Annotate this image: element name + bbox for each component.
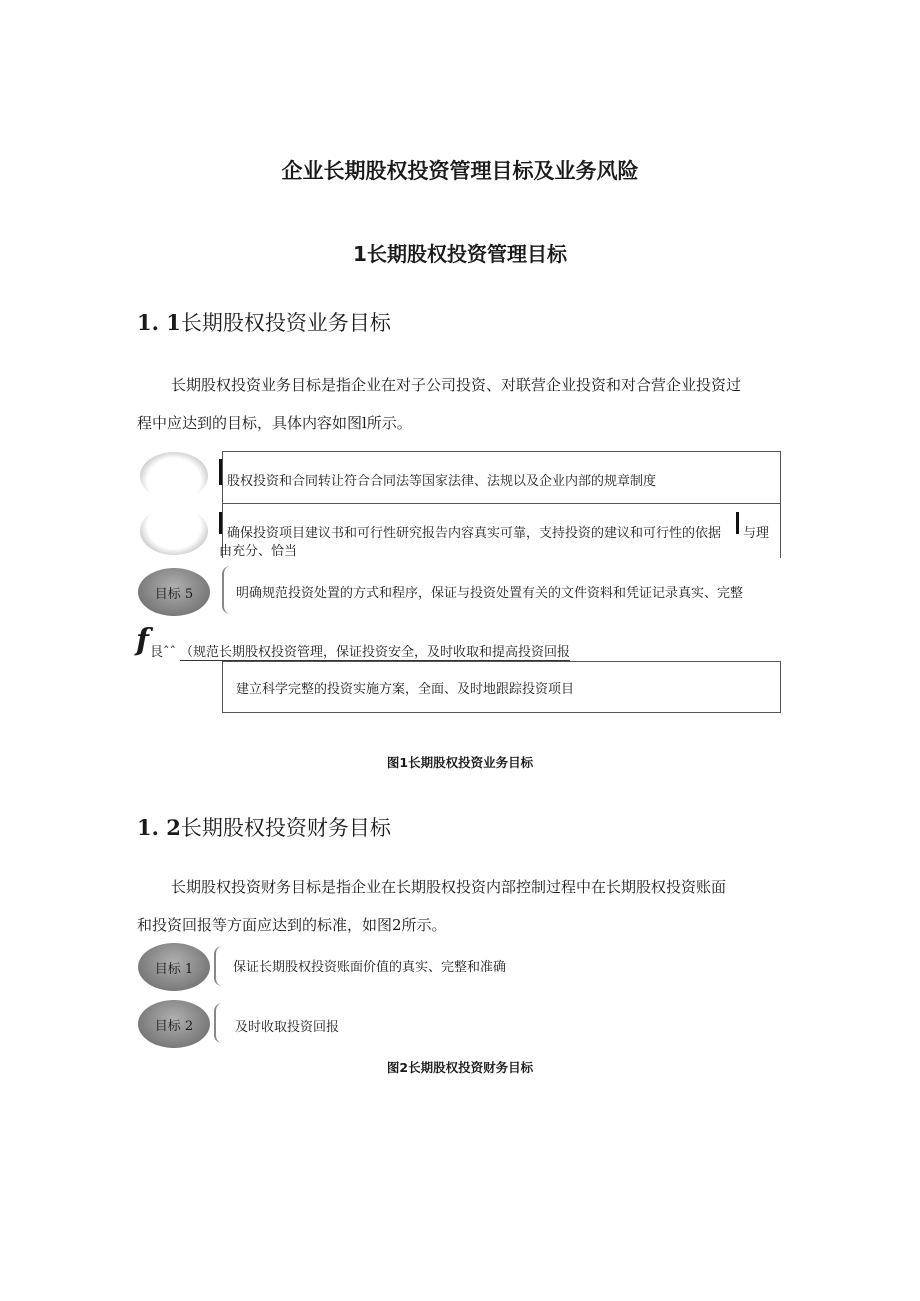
paragraph-1 (137, 366, 777, 442)
goal-label: 目标 5 (154, 586, 194, 602)
paragraph-2 (137, 868, 777, 944)
goal-text: 及时收取投资回报 (235, 1020, 340, 1035)
paragraph-text: 长期股权投资业务目标是指企业在对子公司投资、对联营企业投资和对合营企业投资过 (171, 376, 742, 394)
goal-text: 保证长期股权投资账面价值的真实、完整和准确 (233, 960, 507, 975)
text-cursor-mark (736, 512, 739, 534)
goal-text-2: 确保投资项目建议书和可行性研究报告内容真实可靠，支持投资的建议和可行性的依据 (227, 526, 722, 541)
section-label: 长期股权投资业务目标 (180, 311, 391, 335)
bracket (214, 946, 222, 986)
paragraph-line (137, 868, 777, 906)
goal-text-4: 建立科学完整的投资实施方案，全面、及时地跟踪投资项目 (236, 682, 575, 697)
figure-1-caption: 图1长期股权投资业务目标 (386, 755, 534, 770)
goal-label: 目标 1 (154, 961, 194, 977)
goal-oval-1 (140, 452, 208, 500)
figure-2-caption: 图2长期股权投资财务目标 (386, 1060, 534, 1075)
section-heading-1-2 (137, 812, 391, 842)
f-small-text: 艮ˆˆ (150, 645, 177, 660)
section-label: 长期股权投资财务目标 (180, 816, 391, 840)
text-cursor-mark (219, 512, 222, 534)
goal-oval-2 (138, 1000, 210, 1048)
center-goal-text: （规范长期股权投资管理，保证投资安全，及时收取和提高投资回报 (180, 641, 570, 661)
paragraph-text: 长期股权投资财务目标是指企业在长期股权投资内部控制过程中在长期股权投资账面 (171, 878, 727, 896)
goal-oval-1 (138, 943, 210, 991)
paragraph-line: 和投资回报等方面应达到的标准，如图2所示。 (137, 916, 447, 934)
paragraph-line (137, 366, 777, 404)
f-glyph: f (136, 623, 149, 658)
bracket (214, 1003, 222, 1043)
chapter-heading: 1长期股权投资管理目标 (353, 242, 567, 266)
section-number: 1. 2 (137, 815, 181, 840)
goal-text-2-tail: 与理 (743, 526, 770, 541)
goal-oval-5 (138, 568, 210, 616)
goal-text-1: 股权投资和合同转让符合合同法等国家法律、法规以及企业内部的规章制度 (227, 474, 657, 489)
section-heading-1-1 (137, 307, 391, 337)
document-title: 企业长期股权投资管理目标及业务风险 (281, 159, 639, 183)
goal-label: 目标 2 (154, 1018, 194, 1034)
text-cursor-mark (219, 459, 222, 485)
goal-oval-2 (140, 507, 208, 555)
goal-text-3: 明确规范投资处置的方式和程序，保证与投资处置有关的文件资料和凭证记录真实、完整 (236, 586, 744, 601)
bracket (222, 566, 230, 614)
paragraph-line: 程中应达到的目标，具体内容如图l所示。 (137, 414, 412, 432)
section-number: 1. 1 (137, 310, 181, 335)
goal-text-2-wrap: 由充分、恰当 (219, 544, 298, 559)
